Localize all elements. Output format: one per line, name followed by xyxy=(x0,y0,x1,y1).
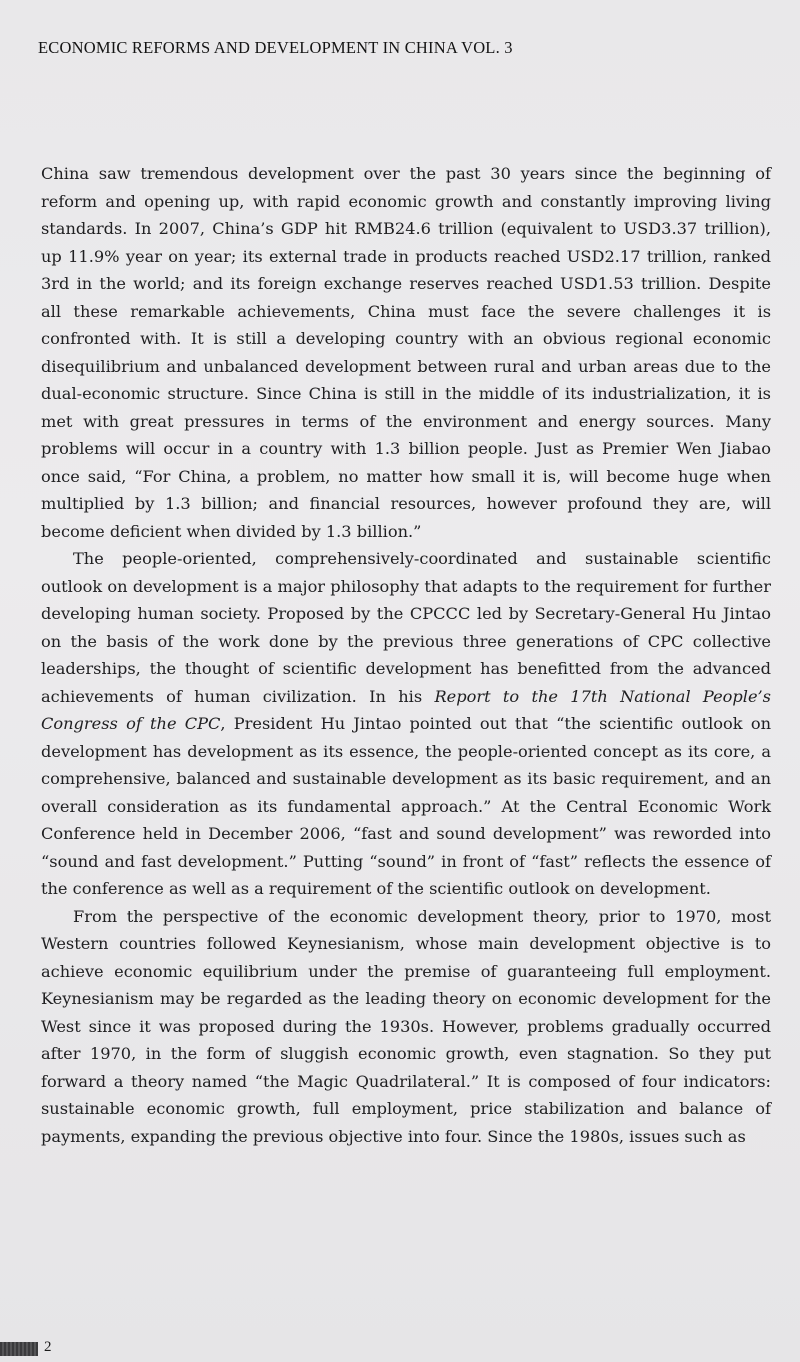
paragraph-2-text-b: , President Hu Jintao pointed out that “the scientific outlook on development has development as its essence, the people-oriented concept as its core, a comprehensive, balanced and sustainable development as its basic requirement, and an overall consideration as its fundamental approach.” At the Central Economic Work Conference held in December 2006, “fast and sound development” was reworded into “sound and fast development.” Putting “sound” in front of “fast” reflects the essence of the conference as well as a requirement of the scientific outlook on development. xyxy=(41,714,771,898)
body-text xyxy=(41,160,771,1150)
paragraph-3: From the perspective of the economic development theory, prior to 1970, most Western countries followed Keynesianism, whose main development objective is to achieve economic equilibrium under the premise of guaranteeing full employment. Keynesianism may be regarded as the leading theory on economic development for the West since it was proposed during the 1930s. However, problems gradually occurred after 1970, in the form of sluggish economic growth, even stagnation. So they put forward a theory named “the Magic Quadrilateral.” It is composed of four indicators: sustainable economic growth, full employment, price stabilization and balance of payments, expanding the previous objective into four. Since the 1980s, issues such as xyxy=(41,906,771,1146)
running-head: ECONOMIC REFORMS AND DEVELOPMENT IN CHINA VOL. 3 xyxy=(38,38,513,57)
paragraph-2 xyxy=(41,545,771,903)
report-title-italic: Report to the 17th National People’s Congress of the CPC xyxy=(41,686,771,733)
paragraph-1: China saw tremendous development over the past 30 years since the beginning of reform and opening up, with rapid economic growth and constantly improving living standards. In 2007, China’s GDP hit RMB24.6 trillion (equivalent to USD3.37 trillion), up 11.9% year on year; its external trade in products reached USD2.17 trillion, ranked 3rd in the world; and its foreign exchange reserves reached USD1.53 trillion. Despite all these remarkable achievements, China must face the severe challenges it is confronted with. It is still a developing country with an obvious regional economic disequilibrium and unbalanced development between rural and urban areas due to the dual-economic structure. Since China is still in the middle of its industrialization, it is met with great pressures in terms of the environment and energy sources. Many problems will occur in a country with 1.3 billion people. Just as Premier Wen Jiabao once said, “For China, a problem, no matter how small it is, will become huge when multiplied by 1.3 billion; and financial resources, however profound they are, will become deficient when divided by 1.3 billion.” xyxy=(41,164,771,541)
page-number-bar xyxy=(0,1342,38,1356)
page-footer xyxy=(0,1338,800,1362)
page-number: 2 xyxy=(44,1339,52,1355)
paragraph-2-text-a: The people-oriented, comprehensively-coordinated and sustainable scientific outlook on development is a major philosophy that adapts to the requirement for further developing human society. Proposed by the CPCCC led by Secretary-General Hu Jintao on the basis of the work done by the previous three generations of CPC collective leaderships, the thought of scientific development has benefitted from the advanced achievements of human civilization. In his xyxy=(41,549,771,706)
